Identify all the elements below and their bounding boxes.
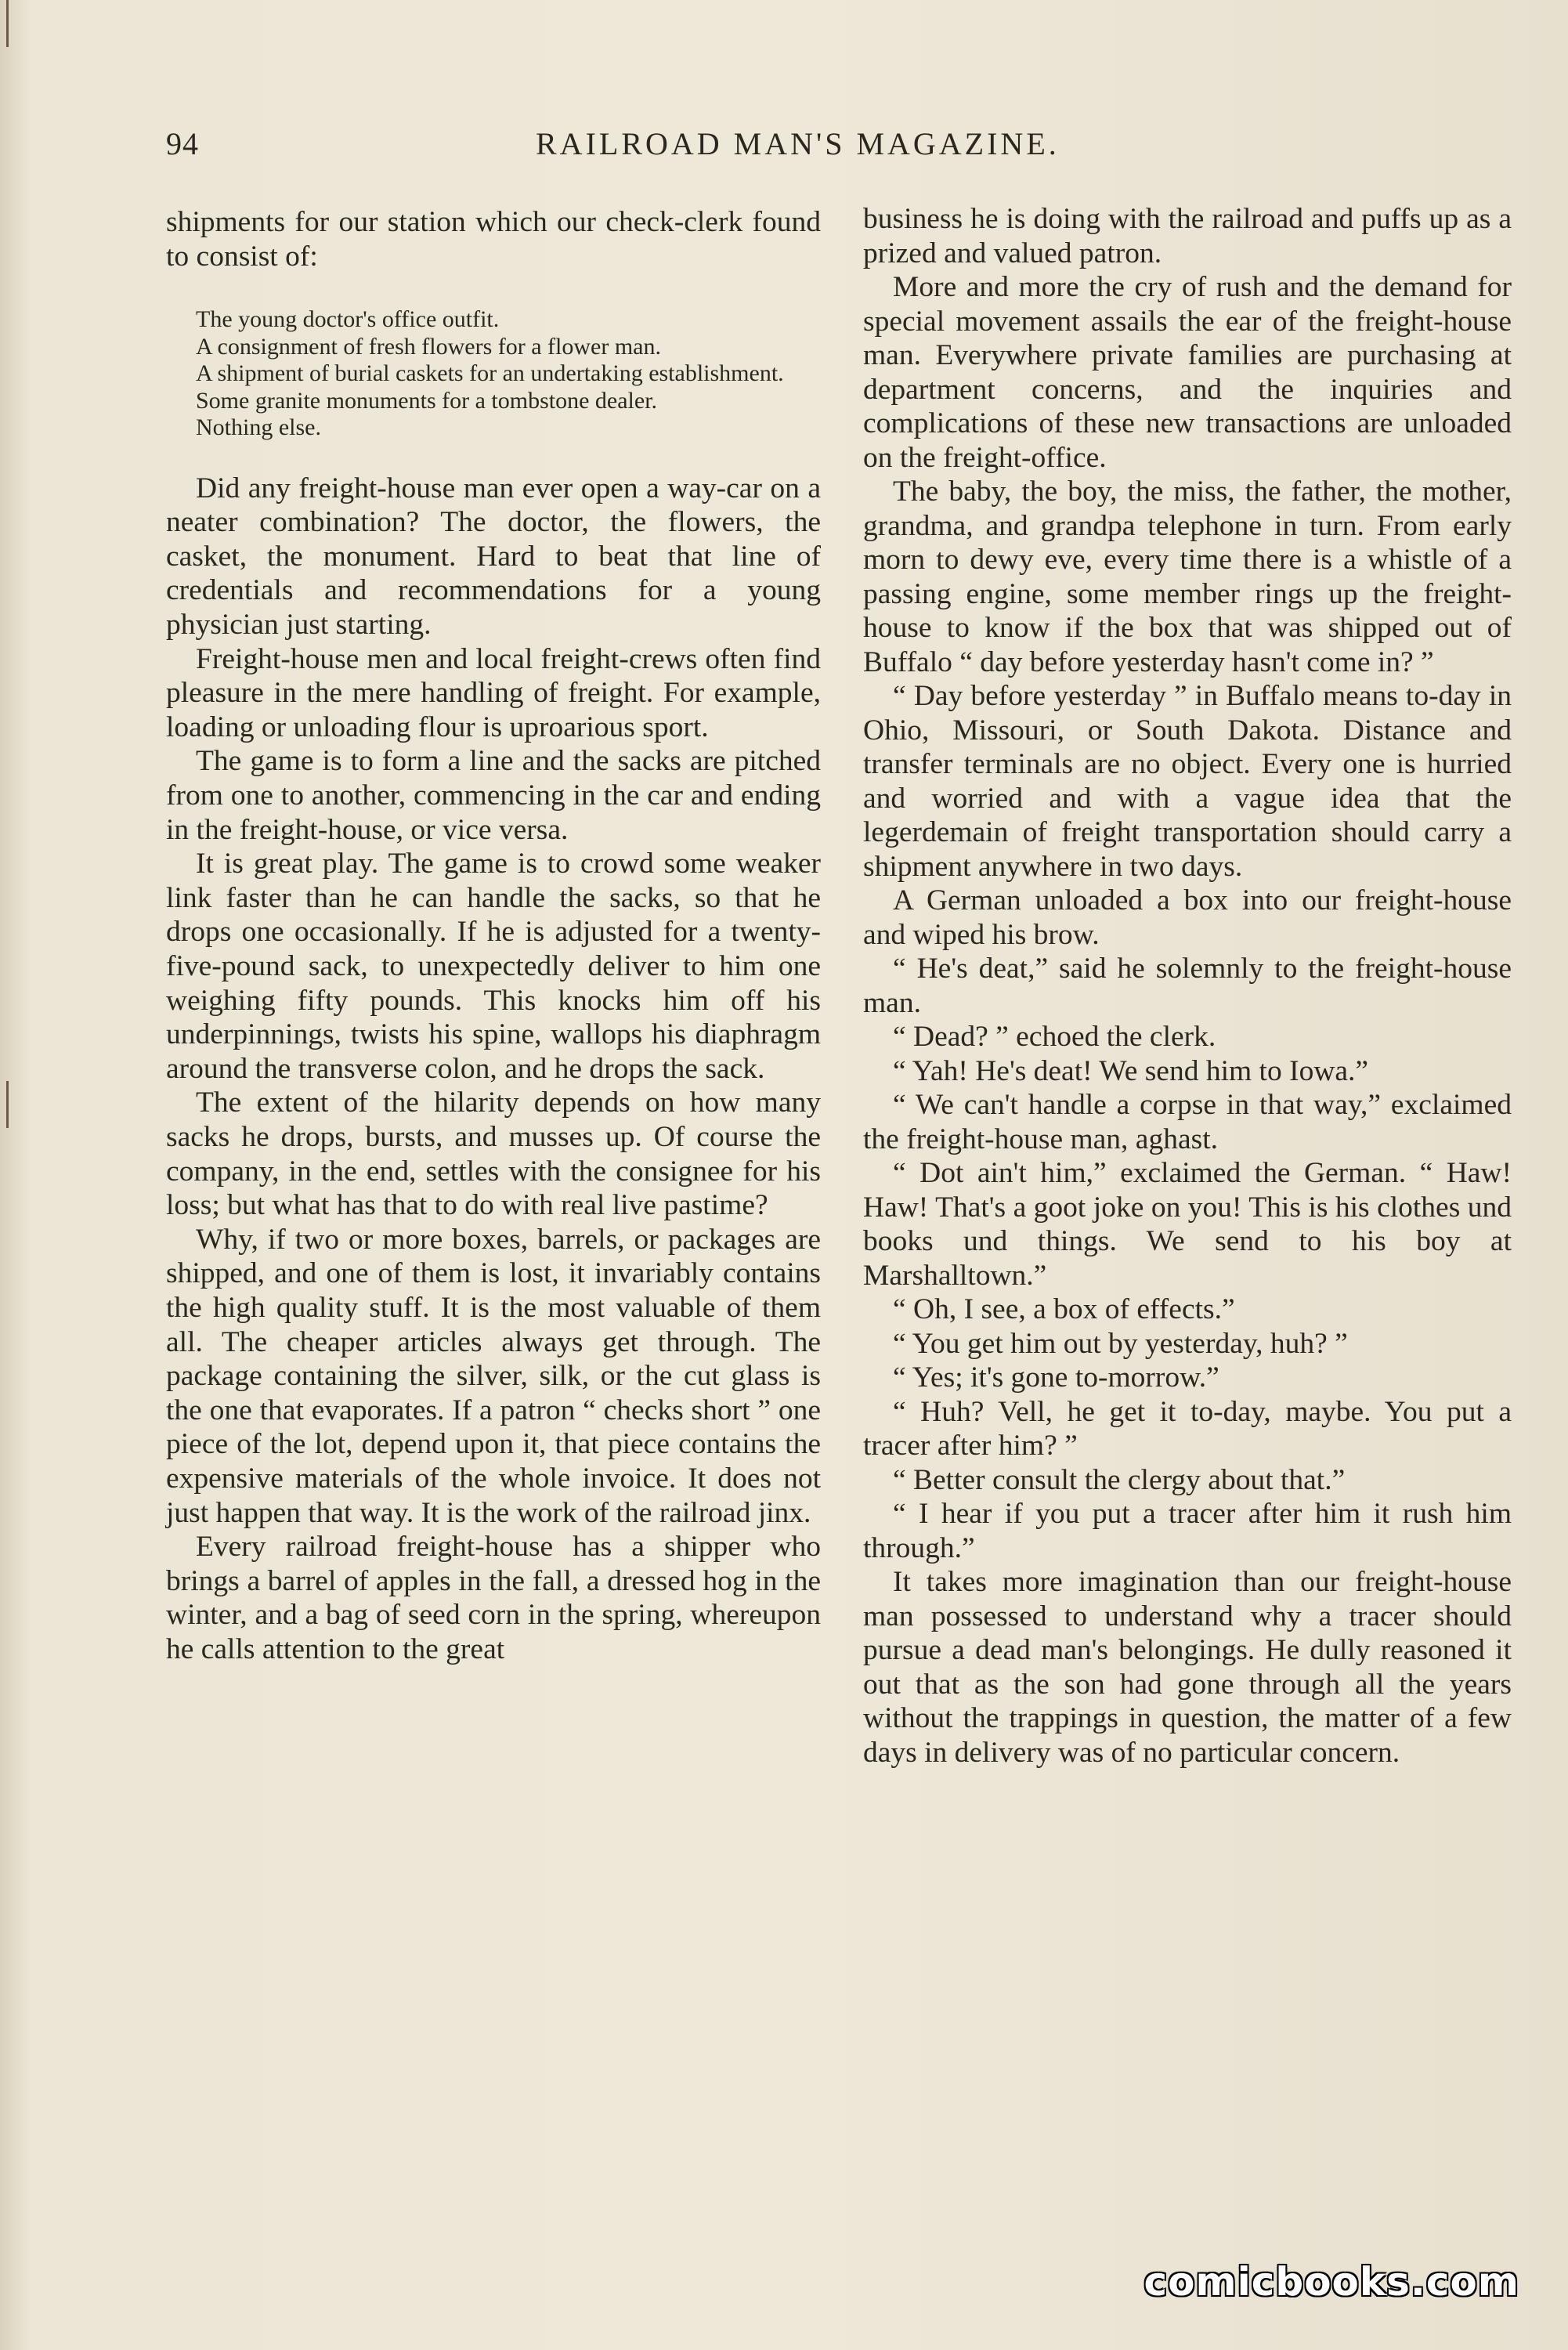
dialogue-line: “ He's deat,” said he solemnly to the freight-house man. — [863, 953, 1512, 1019]
list-item: Some granite monuments for a tombstone dealer. — [196, 387, 658, 414]
page-number: 94 — [166, 126, 199, 161]
body-paragraph: More and more the cry of rush and the demand for special movement assails the ear of the freight-house man. Everywhere private families are purchasing at department concerns, and the inquiries and complications of these new transactions are unloaded on the freight-office. — [863, 271, 1512, 474]
dialogue-line: “ You get him out by yesterday, huh? ” — [893, 1327, 1348, 1360]
list-item: A shipment of burial caskets for an undertaking establishment. — [196, 360, 784, 387]
dialogue-line: “ Better consult the clergy about that.” — [893, 1463, 1346, 1496]
dialogue-line: “ Yah! He's deat! We send him to Iowa.” — [893, 1054, 1369, 1087]
left-column — [166, 205, 821, 1666]
page-header — [166, 125, 1169, 172]
dialogue-line: “ Dot ain't him,” exclaimed the German. “ Haw! Haw! That's a goot joke on you! This is his clothes und books und things. We send to his boy at Marshalltown.” — [863, 1157, 1512, 1292]
page-edge-mark — [6, 0, 9, 47]
intro-paragraph: shipments for our station which our check-clerk found to consist of: — [166, 206, 821, 273]
right-column — [863, 202, 1512, 1770]
list-item: A consignment of fresh flowers for a flower man. — [196, 333, 661, 360]
dialogue-line: “ Huh? Vell, he get it to-day, maybe. You put a tracer after him? ” — [863, 1395, 1512, 1462]
body-paragraph: It is great play. The game is to crowd some weaker link faster than he can handle the sacks, so that he drops one occasionally. If he is adjusted for a twenty-five-pound sack, to unexpectedly deliver to him one weighing fifty pounds. This knocks him off his underpinnings, twists his spine, wallops his diaphragm around the transverse colon, and he drops the sack. — [166, 848, 821, 1085]
body-paragraph: Every railroad freight-house has a shipper who brings a barrel of apples in the fall, a dressed hog in the winter, and a bag of seed corn in the spring, whereupon he calls attention to the great — [166, 1531, 821, 1665]
running-title: RAILROAD MAN'S MAGAZINE. — [536, 126, 1060, 161]
dialogue-line: “ We can't handle a corpse in that way,” exclaimed the freight-house man, aghast. — [863, 1089, 1512, 1155]
body-paragraph: The extent of the hilarity depends on how many sacks he drops, bursts, and musses up. Of course the company, in the end, settles with the consignee for his loss; but what has that to do with real live pastime? — [166, 1086, 821, 1222]
body-paragraph: Why, if two or more boxes, barrels, or packages are shipped, and one of them is lost, it invariably contains the high quality stuff. It is the most valuable of them all. The cheaper articles always get through. The package containing the silver, silk, or the cut glass is the one that evaporates. If a patron “ checks short ” one piece of the lot, depend upon it, that piece contains the expensive materials of the whole invoice. It does not just happen that way. It is the work of the railroad jinx. — [166, 1223, 821, 1529]
watermark: comicbooks.com — [1143, 2259, 1519, 2305]
body-paragraph: “ Day before yesterday ” in Buffalo means to-day in Ohio, Missouri, or South Dakota. Distance and transfer terminals are no object. Every one is hurried and worried and with a vague idea that the legerdemain of freight transportation should carry a shipment anywhere in two days. — [863, 680, 1512, 883]
body-paragraph: The baby, the boy, the miss, the father, the mother, grandma, and grandpa telephone in turn. From early morn to dewy eve, every time there is a whistle of a passing engine, some member rings up the freight-house to know if the box that was shipped out of Buffalo “ day before yesterday hasn't come in? ” — [863, 475, 1512, 678]
body-paragraph: It takes more imagination than our freight-house man possessed to understand why a tracer should pursue a dead man's belongings. He dully reasoned it out that as the son had gone through all the years without the trappings in question, the matter of a few days in delivery was of no particular concern. — [863, 1566, 1512, 1769]
list-item: The young doctor's office outfit. — [196, 306, 500, 333]
page-edge-mark — [6, 1081, 9, 1128]
body-paragraph: The game is to form a line and the sacks are pitched from one to another, commencing in the car and ending in the freight-house, or vice versa. — [166, 745, 821, 846]
body-paragraph: Freight-house men and local freight-crews often find pleasure in the mere handling of freight. For example, loading or unloading flour is uproarious sport. — [166, 642, 821, 743]
body-paragraph: A German unloaded a box into our freight-house and wiped his brow. — [863, 884, 1512, 951]
dialogue-line: “ Yes; it's gone to-morrow.” — [893, 1361, 1219, 1394]
list-item: Nothing else. — [196, 414, 321, 441]
body-paragraph: Did any freight-house man ever open a way-car on a neater combination? The doctor, the flowers, the casket, the monument. Hard to beat that line of credentials and recommendations for a young physician just starting. — [166, 472, 821, 642]
dialogue-line: “ I hear if you put a tracer after him it rush him through.” — [863, 1498, 1512, 1564]
dialogue-line: “ Dead? ” echoed the clerk. — [893, 1021, 1216, 1053]
dialogue-line: “ Oh, I see, a box of effects.” — [893, 1293, 1235, 1325]
shipment-list — [166, 306, 794, 442]
continuation-paragraph: business he is doing with the railroad and puffs up as a prized and valued patron. — [863, 203, 1512, 269]
